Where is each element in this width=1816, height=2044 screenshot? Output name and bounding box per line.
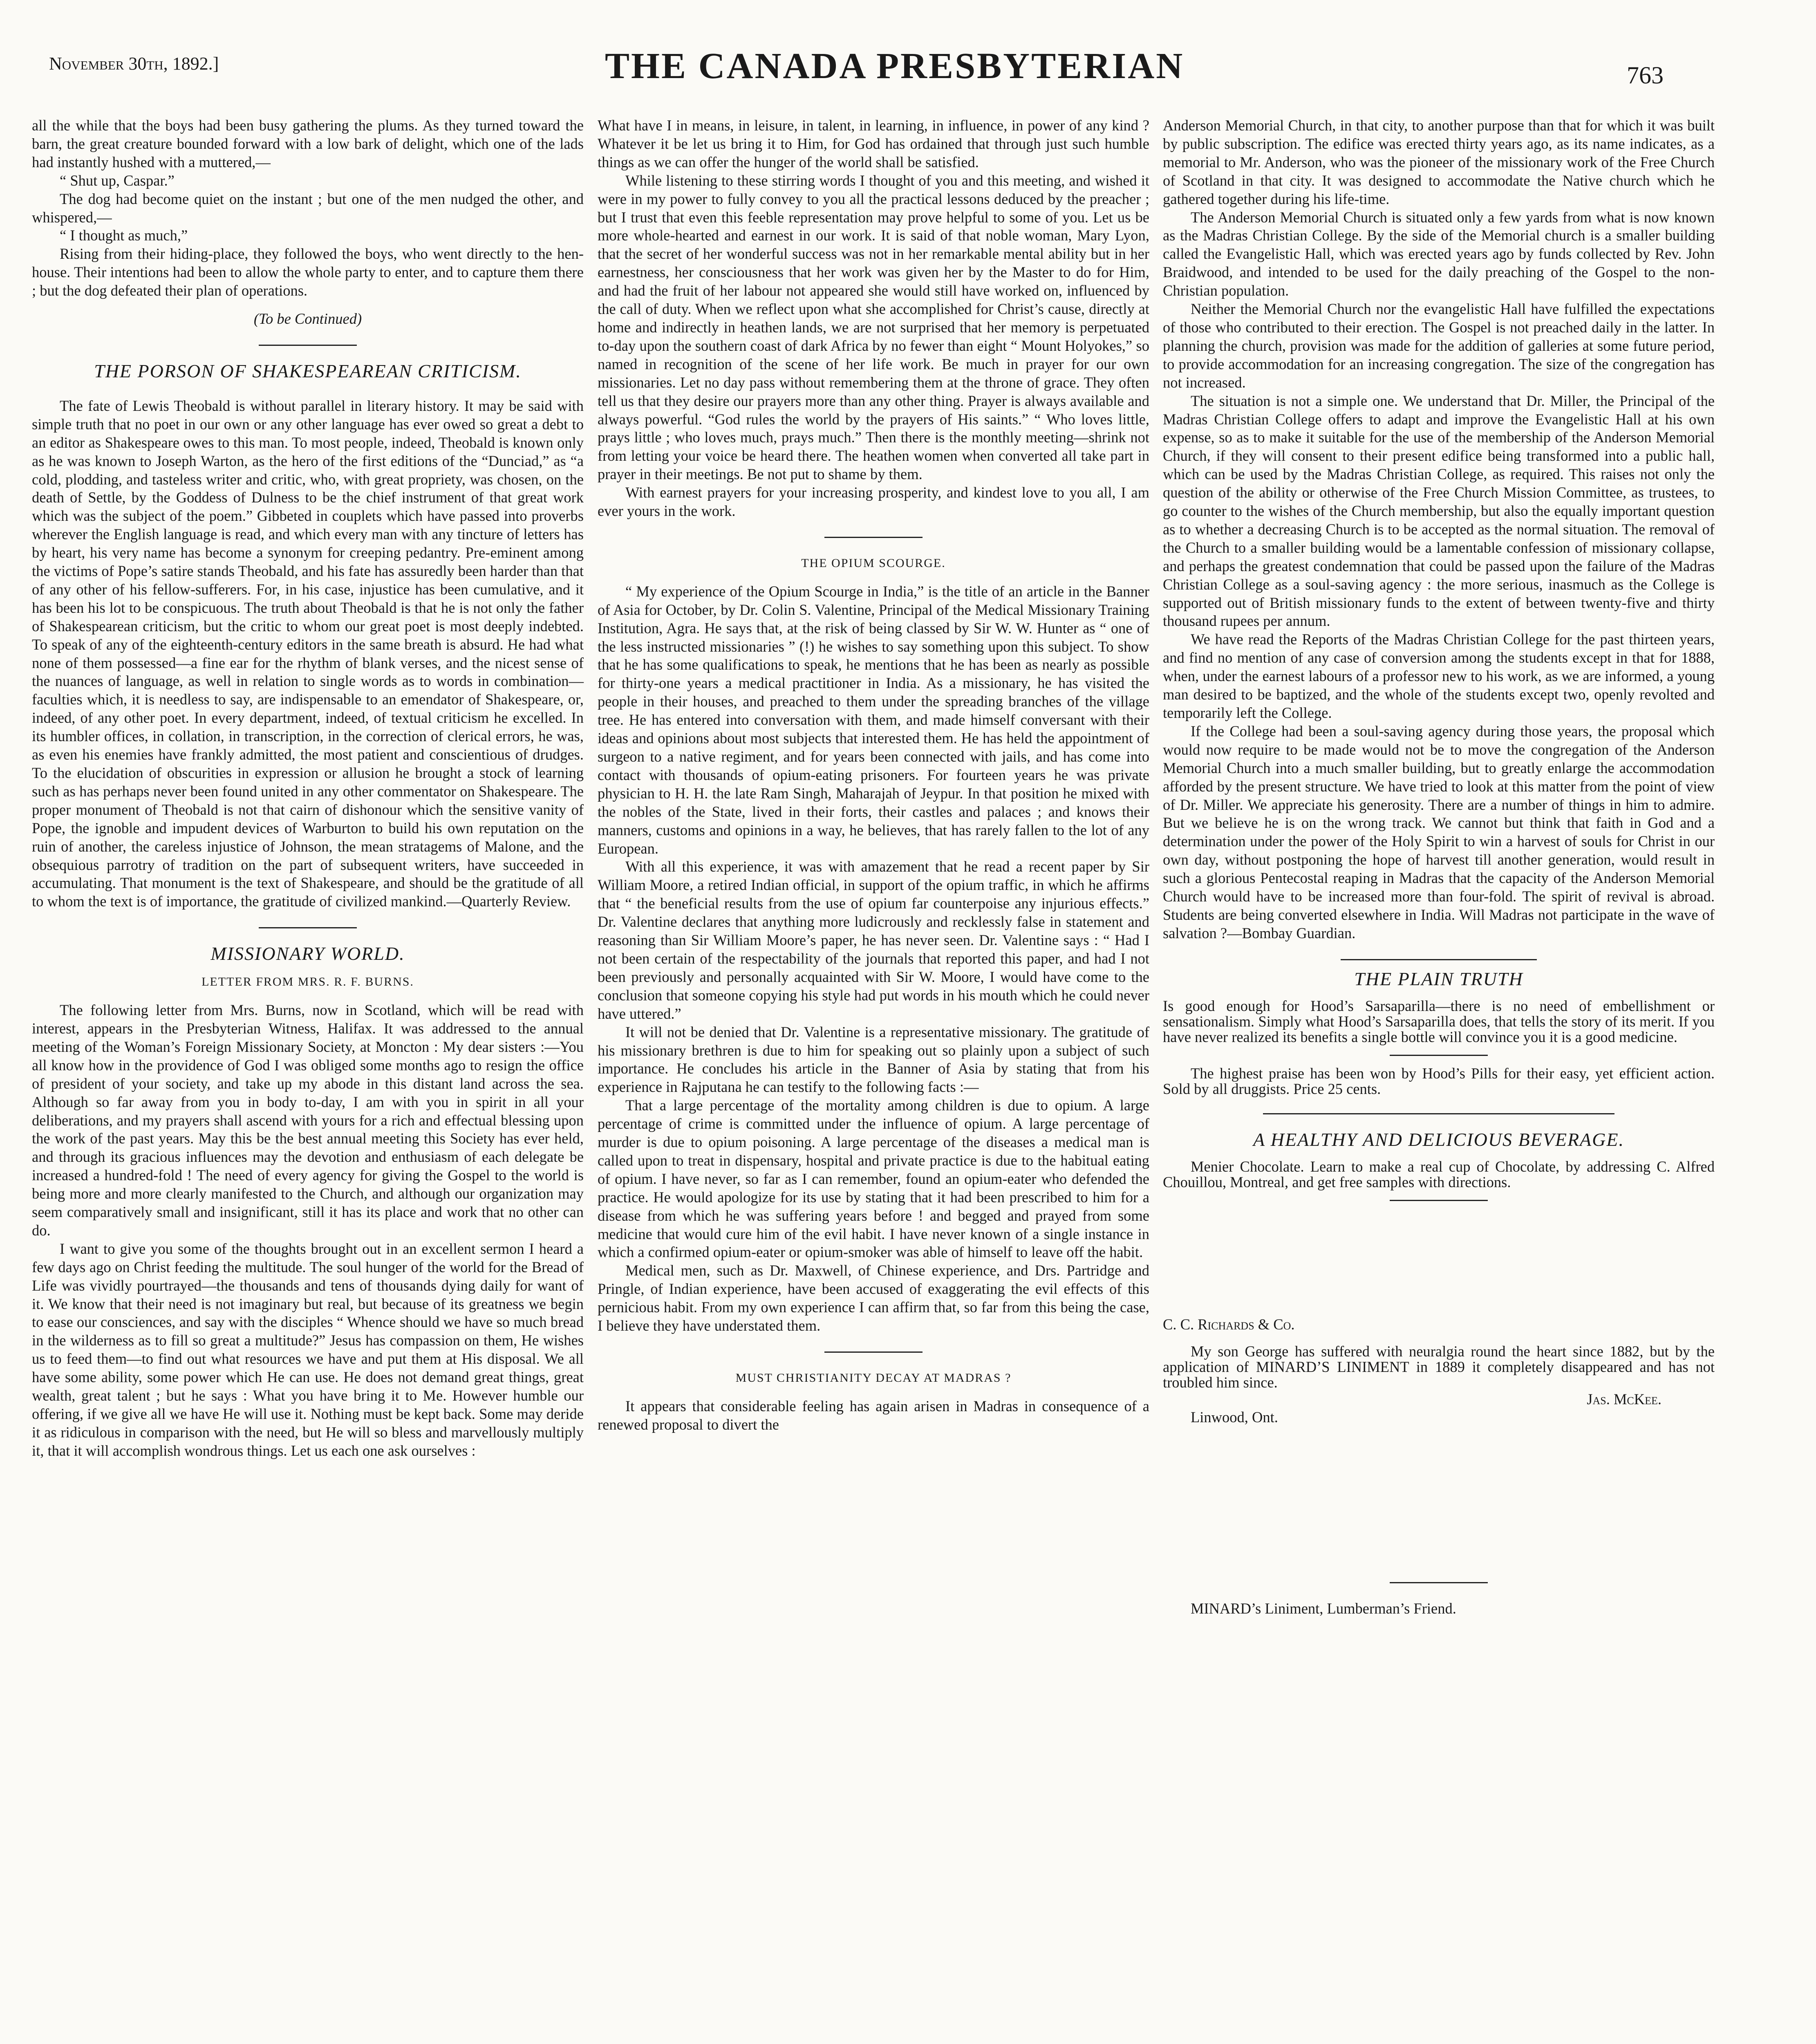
section-title-missionary-world: MISSIONARY WORLD. — [210, 943, 405, 964]
issue-date: November 30th, 1892.] — [49, 54, 219, 74]
article-title-letter: LETTER FROM MRS. R. F. BURNS. — [202, 975, 414, 989]
to-be-continued: (To be Continued) — [253, 310, 362, 327]
letter-paragraph: While listening to these stirring words I thought of you and this meeting, and wished it were in my power to fully convey to you all the practical lessons deduced by the preacher ; but I trust that even this feeble representation may prove helpful to some of you. Let us be more whole-hearted and earnest in our work. It is said of that noble woman, Mary Lyon, that the secret of her wonderful success was not in her remarkable mental ability but in her earnestness, her consciousness that her work was given her by the Master to do for Him, and had the fruit of her labour not appeared she would still have worked on, influenced by the call of duty. When we reflect upon what she accomplished for Christ’s cause, directly at home and indirectly in heathen lands, we are not surprised that her memory is perpetuated to-day upon the southern coast of dark Africa by no fewer than eight “ Mount Holyokes,” so named in recognition of the scene of her life work. Be much in prayer for our own missionaries. Let no day pass without remembering them at the throne of grace. They often tell us that they desire our prayers more than any other thing. Prayer is always available and always powerful. “God rules the world by the prayers of His saints.” “ Who loves little, prays little ; who loves much, prays much.” Then there is the monthly meeting—shrink not from letting your voice be heard there. The heathen women when converted all take part in prayer in their meetings. Be not put to shame by them. — [598, 172, 1149, 483]
column-3 — [1163, 117, 1715, 1618]
madras-paragraph: The Anderson Memorial Church is situated only a few yards from what is now known as the Madras Christian College. By the side of the Memorial church is a smaller building called the Evangelistic Hall, which was erected years ago by funds collected by Rev. John Braidwood, and intended to be used for the daily preaching of the Gospel to the non-Christian population. — [1163, 208, 1715, 299]
page-number: 763 — [1627, 62, 1664, 89]
madras-paragraph: It appears that considerable feeling has again arisen in Madras in consequence of a renewed proposal to divert the — [598, 1397, 1149, 1433]
ad-testimonial-signature: Jas. McKee. — [1587, 1390, 1661, 1407]
article-title-opium: THE OPIUM SCOURGE. — [801, 556, 946, 570]
ad-company-name: C. C. Richards & Co. — [1163, 1316, 1295, 1333]
story-paragraph: “ I thought as much,” — [60, 227, 188, 244]
article-title-porson: THE PORSON OF SHAKESPEAREAN CRITICISM. — [94, 360, 522, 381]
ad-minard-tagline: MINARD’s Liniment, Lumberman’s Friend. — [1191, 1600, 1456, 1617]
article-body-porson: The fate of Lewis Theobald is without parallel in literary history. It may be said with simple truth that no poet in our own or any other language has ever owed so great a debt to an editor as Shakespeare owes to this man. To most people, indeed, Theobald is known only as he was known to Joseph Warton, as the hero of the first editions of the “Dunciad,” as “a cold, plodding, and tasteless writer and critic, who, with great propriety, was chosen, on the death of Settle, by the Goddess of Dulness to be the chief instrument of that great work which was the subject of the poem.” Gibbeted in couplets which have passed into proverbs wherever the English language is read, and which every man with any tincture of letters has by heart, his very name has become a synonym for creeping pedantry. Pre-eminent among the victims of Pope’s satire stands Theobald, and his fate has assuredly been harder than that of any other of his fellow-sufferers. For, in his case, injustice has been cumulative, and it has been his lot to be conspicuous. The truth about Theobald is that he is not only the father of Shakespearean criticism, but the critic to whom our great poet is most deeply indebted. To speak of any of the eighteenth-century editors in the same breath is absurd. He had what none of them possessed—a fine ear for the rhythm of blank verses, and the nicest sense of the nuances of language, as well in relation to single words as to words in combination—faculties which, it is needless to say, are indispensable to an emendator of Shakespeare, or, indeed, of any other poet. In every department, indeed, of textual criticism he excelled. In its humbler offices, in collation, in transcription, in the correction of clerical errors, he was, as even his enemies have frankly admitted, the most patient and conscientious of drudges. To the elucidation of obscurities in expression or allusion he brought a stock of learning such as has perhaps never been found united in any other commentator on Shakespeare. The proper monument of Theobald is not that cairn of dishonour which the sensitive vanity of Pope, the ignoble and impudent devices of Warburton to build his own reputation on the ruin of another, the careless injustice of Johnson, the mean stratagems of Malone, and the obsequious parrotry of tradition on the part of subsequent writers, have succeeded in accumulating. That monument is the text of Shakespeare, and should be the gratitude of all to whom the text is of importance, the gratitude of civilized mankind.—Quarterly Review. — [32, 397, 584, 910]
madras-paragraph: We have read the Reports of the Madras Christian College for the past thirteen years, and find no mention of any case of conversion among the students except in that for 1888, when, under the earnest labours of a professor new to his work, as we are informed, a young man desired to be baptized, and the whole of the students except two, openly revolted and temporarily left the College. — [1163, 631, 1715, 721]
madras-paragraph: The situation is not a simple one. We understand that Dr. Miller, the Principal of the Madras Christian College offers to adapt and improve the Evangelistic Hall at his own expense, so as to make it suitable for the use of the membership of the Anderson Memorial Church, if they will consent to their present edifice being transformed into a public hall, which can be used by the Madras Christian College, as required. This raises not only the question of the ability or otherwise of the Free Church Mission Committee, as trustees, to go counter to the wishes of the Church membership, but also the equally important question as to whether a decreasing Church is to be accepted as the normal situation. The removal of the Church to a smaller building would be a lamentable confession of missionary collapse, and perhaps the greatest condemnation that could be passed upon the failure of the Madras Christian College as a soul-saving agency : the more serious, inasmuch as the College is supported out of British missionary funds to the extent of between twenty-five and thirty thousand rupees per annum. — [1163, 392, 1715, 630]
ad-testimonial-text: My son George has suffered with neuralgia round the heart since 1882, but by the application of MINARD’S LINIMENT in 1889 it completely disappeared and has not troubled him since. — [1163, 1342, 1715, 1391]
ad-text-hoods-pills: The highest praise has been won by Hood’s Pills for their easy, yet efficient action. Sold by all druggists. Price 25 cents. — [1163, 1065, 1715, 1097]
opium-paragraph: With all this experience, it was with amazement that he read a recent paper by Sir William Moore, a retired Indian official, in support of the opium traffic, in which he affirms that “ the beneficial results from the use of opium far counterpoise any injurious effects.” Dr. Valentine declares that anything more ludicrously and recklessly false in statement and reasoning than Sir William Moore’s paper, he has never seen. Dr. Valentine says : “ Had I not been certain of the respectability of the journals that reported this paper, and had I not been previously and personally acquainted with Sir W. Moore, I would have come to the conclusion that someone copying his style had put words in his mouth which he could never have uttered.” — [598, 858, 1149, 1022]
letter-paragraph: What have I in means, in leisure, in talent, in learning, in influence, in power of any kind ? Whatever it be let us bring it to Him, for God has ordained that through just such humble things as we can offer the hunger of the world shall be satisfied. — [598, 117, 1149, 170]
story-paragraph: all the while that the boys had been busy gathering the plums. As they turned toward the barn, the great creature bounded forward with a low bark of delight, which one of the lads had instantly hushed with a muttered,— — [32, 117, 584, 170]
opium-paragraph: Medical men, such as Dr. Maxwell, of Chinese experience, and Drs. Partridge and Pringle, of Indian experience, have been accused of exaggerating the evil effects of this pernicious habit. From my own experience I can affirm that, so far from this being the case, I believe they have understated them. — [598, 1262, 1149, 1334]
ad-testimonial-place: Linwood, Ont. — [1191, 1409, 1278, 1426]
madras-paragraph: If the College had been a soul-saving agency during those years, the proposal which would now require to be made would not be to move the congregation of the Anderson Memorial Church into a much smaller building, but to greatly enlarge the accommodation afforded by the present structure. We have tried to look at this matter from the point of view of Dr. Miller. We appreciate his generosity. There are a number of things in him to admire. But we believe he is on the wrong track. We cannot but think that faith in God and a determination under the power of the Holy Spirit to win a harvest of souls for Christ in our own day, without postponing the hope of harvest till another generation, would result in such a glorious Pentecostal reaping in Madras that the capacity of the Anderson Memorial Church would have to be increased more than four-fold. The spirit of revival is abroad. Students are being converted elsewhere in India. Will Madras not participate in the wave of salvation ?—Bombay Guardian. — [1163, 722, 1715, 941]
opium-paragraph: That a large percentage of the mortality among children is due to opium. A large percentage of crime is committed under the influence of opium. A large percentage of murder is due to opium poisoning. A large percentage of the diseases a medical man is called upon to treat in dispensary, hospital and private practice is due to the habitual eating of opium. I have never, so far as I can remember, found an opium-eater who defended the practice. He would apologize for its use by stating that it had been prescribed to him for a disease from which he was suffering years before ! and begged and prayed from some medicine that would cure him of the evil habit. I have never known of a single instance in which a confirmed opium-eater or opium-smoker was able of himself to leave off the habit. — [598, 1097, 1149, 1261]
opium-paragraph: “ My experience of the Opium Scourge in India,” is the title of an article in the Banner of Asia for October, by Dr. Colin S. Valentine, Principal of the Medical Missionary Training Institution, Agra. He says that, at the risk of being classed by Sir W. W. Hunter as “ one of the less instructed missionaries ” (!) he wishes to say something upon this subject. To show that he has some qualifications to speak, he mentions that he has been as nearly as possible for thirty-one years a medical practitioner in India. As a missionary, he has visited the people in their houses, and preached to them under the spreading branches of the village tree. He has entered into conversation with them, and made himself conversant with their ideas and opinions about most subjects that interested them. He has held the appointment of surgeon to a native regiment, and for years been connected with jails, and has come into contact with thousands of opium-eating prisoners. For fourteen years he was private physician to H. H. the late Ram Singh, Maharajah of Jeypur. In that position he mixed with the nobles of the State, lived in their forts, their castles and palaces ; and knows their manners, customs and opinions in a way, he believes, that has rarely fallen to the lot of any European. — [598, 583, 1149, 857]
masthead-title: THE CANADA PRESBYTERIAN — [605, 46, 1185, 86]
ad-text-menier-chocolate: Menier Chocolate. Learn to make a real cup of Chocolate, by addressing C. Alfred Chouillou, Montreal, and get free samples with directions. — [1163, 1158, 1715, 1190]
ad-text-hoods-sarsaparilla: Is good enough for Hood’s Sarsaparilla—there is no need of embellishment or sensationalism. Simply what Hood’s Sarsaparilla does, that tells the story of its merit. If you have never realized its benefits a single bottle will convince you it is a good medicine. — [1163, 997, 1715, 1045]
column-2 — [598, 117, 1149, 1434]
ad-title-beverage: A HEALTHY AND DELICIOUS BEVERAGE. — [1253, 1129, 1624, 1150]
story-paragraph: Rising from their hiding-place, they followed the boys, who went directly to the hen-house. Their intentions had been to allow the whole party to enter, and to capture them there ; but the dog defeated their plan of operations. — [32, 245, 584, 299]
letter-paragraph: The following letter from Mrs. Burns, now in Scotland, which will be read with interest, appears in the Presbyterian Witness, Halifax. It was addressed to the annual meeting of the Woman’s Foreign Missionary Society, at Moncton : My dear sisters :—You all know how in the providence of God I was obliged some months ago to resign the office of president of your society, and take up my abode in this distant land across the sea. Although so far away from you in body to-day, I am with you in spirit in all your deliberations, and my prayers shall ascend with yours for a rich and effectual blessing upon the work of the past years. May this be the best annual meeting this Society has ever held, and through its gracious influences may the devotion and enthusiasm of each delegate be increased a hundred-fold ! The need of every agency for giving the Gospel to the world is being more and more clearly manifested to the Church, and although our organization may seem comparatively small and insignificant, still it has its place and work that no other can do. — [32, 1002, 584, 1239]
story-paragraph: The dog had become quiet on the instant ; but one of the men nudged the other, and whispered,— — [32, 190, 584, 226]
madras-paragraph: Neither the Memorial Church nor the evangelistic Hall have fulfilled the expectations of those who contributed to their erection. The Gospel is not preached daily in the latter. In planning the church, provision was made for the addition of galleries at some future period, to provide accommodation for an increasing congregation. The size of the congregation has not increased. — [1163, 300, 1715, 391]
story-paragraph: “ Shut up, Caspar.” — [60, 172, 175, 189]
opium-paragraph: It will not be denied that Dr. Valentine is a representative missionary. The gratitude of his missionary brethren is due to him for speaking out so plainly upon a subject of such importance. He concludes his article in the Banner of Asia by stating that from his experience in Rajputana he can testify to the following facts :— — [598, 1023, 1149, 1096]
madras-paragraph: Anderson Memorial Church, in that city, to another purpose than that for which it was built by public subscription. The edifice was erected thirty years ago, as its name indicates, as a memorial to Mr. Anderson, who was the pioneer of the missionary work of the Free Church of Scotland in that city. It was designed to accommodate the Native church which he gathered together during his life-time. — [1163, 117, 1715, 207]
letter-paragraph: With earnest prayers for your increasing prosperity, and kindest love to you all, I am ever yours in the work. — [598, 484, 1149, 520]
letter-paragraph: I want to give you some of the thoughts brought out in an excellent sermon I heard a few days ago on Christ feeding the multitude. The soul hunger of the world for the Bread of Life was vividly pourtrayed—the thousands and tens of thousands dying daily for want of it. We know that their need is not imaginary but real, but because of its greatness we begin to ease our consciences, and say with the disciples “ Whence should we have so much bread in the wilderness as to fill so great a multitude?” Jesus has compassion on them, He wishes us to feed them—to find out what resources we have and put them at His disposal. We all have some ability, some power which He can use. He does not demand great things, great wealth, great talent ; but he says : What you have bring it to Me. However humble our offering, if we give all we have He will use it. Nothing must be kept back. Some may deride it as ridiculous in comparison with the need, but He will so bless and marvellously multiply it, that it will accomplish wondrous things. Let us each one ask ourselves : — [32, 1240, 584, 1459]
column-1 — [32, 117, 584, 1460]
ad-title-plain-truth: THE PLAIN TRUTH — [1354, 968, 1523, 989]
article-title-madras: MUST CHRISTIANITY DECAY AT MADRAS ? — [735, 1371, 1012, 1385]
